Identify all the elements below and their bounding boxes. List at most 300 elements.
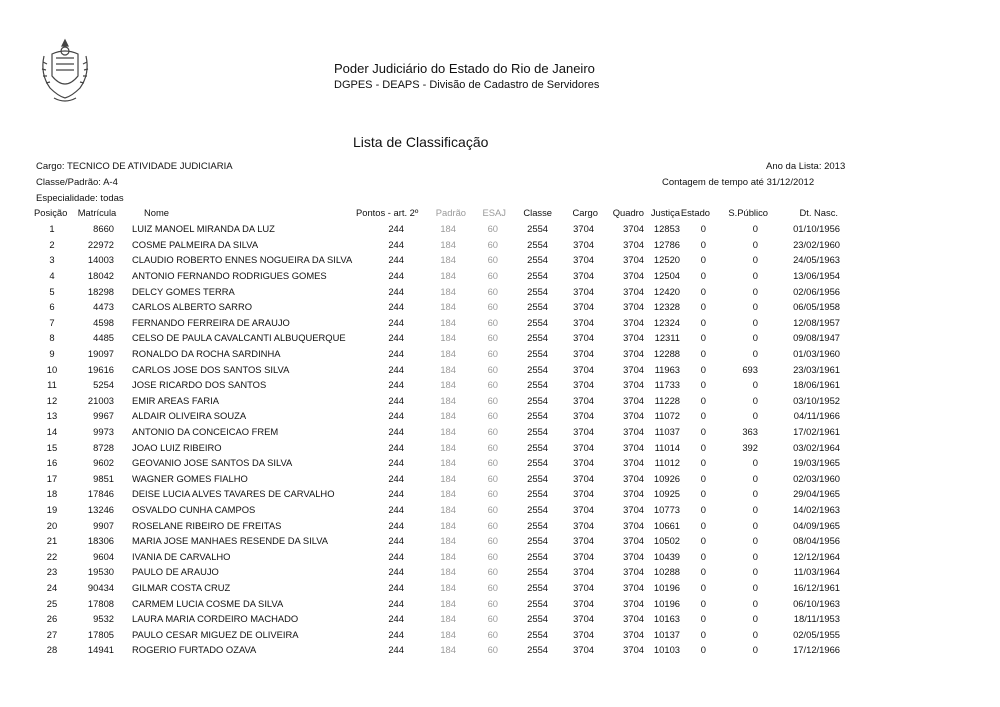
cell-nome: WAGNER GOMES FIALHO xyxy=(132,472,248,484)
cell-cargo: 3704 xyxy=(573,519,594,531)
cell-justica: 12504 xyxy=(653,270,680,282)
cell-matricula: 9967 xyxy=(93,410,114,422)
cell-padrao: 184 xyxy=(440,441,456,453)
cell-posicao: 27 xyxy=(46,628,58,640)
cell-cargo: 3704 xyxy=(573,363,594,375)
cell-pontos: 244 xyxy=(388,613,404,625)
cell-nome: LAURA MARIA CORDEIRO MACHADO xyxy=(132,613,299,625)
cell-cargo: 3704 xyxy=(573,254,594,266)
col-header-justica: Justiça xyxy=(650,207,680,218)
cell-justica: 11963 xyxy=(654,363,680,375)
cell-posicao: 28 xyxy=(46,644,58,656)
cell-esaj: 60 xyxy=(487,581,498,593)
col-header-spublico: S.Público xyxy=(728,207,768,218)
cell-spublico: 0 xyxy=(752,597,758,609)
meta-cargo: Cargo: TECNICO DE ATIVIDADE JUDICIARIA xyxy=(36,161,233,172)
cell-posicao: 8 xyxy=(49,332,55,344)
cell-classe: 2554 xyxy=(527,503,548,515)
cell-dt-nasc: 16/12/1961 xyxy=(793,581,840,593)
cell-esaj: 60 xyxy=(487,394,498,406)
cell-padrao: 184 xyxy=(440,285,456,297)
cell-quadro: 3704 xyxy=(623,332,644,344)
cell-classe: 2554 xyxy=(527,488,548,500)
cell-justica: 10661 xyxy=(653,519,680,531)
cell-spublico: 0 xyxy=(752,519,758,531)
cell-padrao: 184 xyxy=(440,566,456,578)
cell-esaj: 60 xyxy=(487,550,498,562)
cell-estado: 0 xyxy=(700,628,706,640)
col-header-classe: Classe xyxy=(523,207,552,218)
cell-cargo: 3704 xyxy=(573,597,594,609)
cell-matricula: 9602 xyxy=(93,457,114,469)
cell-dt-nasc: 01/03/1960 xyxy=(793,348,840,360)
table-row xyxy=(34,268,852,284)
cell-justica: 12786 xyxy=(653,238,680,250)
cell-posicao: 25 xyxy=(46,597,58,609)
cell-quadro: 3704 xyxy=(623,441,644,453)
cell-nome: OSVALDO CUNHA CAMPOS xyxy=(132,503,256,515)
cell-posicao: 15 xyxy=(46,441,58,453)
cell-cargo: 3704 xyxy=(573,535,594,547)
cell-posicao: 16 xyxy=(46,457,58,469)
cell-dt-nasc: 08/04/1956 xyxy=(793,535,840,547)
cell-estado: 0 xyxy=(700,348,706,360)
col-header-dt-nasc: Dt. Nasc. xyxy=(799,207,838,218)
cell-dt-nasc: 14/02/1963 xyxy=(793,503,840,515)
cell-classe: 2554 xyxy=(527,254,548,266)
table-row xyxy=(34,377,852,393)
cell-esaj: 60 xyxy=(487,254,498,266)
cell-cargo: 3704 xyxy=(573,488,594,500)
cell-posicao: 4 xyxy=(49,270,55,282)
cell-dt-nasc: 18/06/1961 xyxy=(793,379,840,391)
cell-matricula: 21003 xyxy=(87,394,114,406)
table-row xyxy=(34,611,852,627)
cell-pontos: 244 xyxy=(388,441,404,453)
cell-nome: CELSO DE PAULA CAVALCANTI ALBUQUERQUE xyxy=(132,332,346,344)
cell-quadro: 3704 xyxy=(623,285,644,297)
cell-cargo: 3704 xyxy=(573,348,594,360)
cell-estado: 0 xyxy=(700,566,706,578)
cell-spublico: 0 xyxy=(752,628,758,640)
cell-spublico: 0 xyxy=(752,503,758,515)
cell-classe: 2554 xyxy=(527,316,548,328)
cell-matricula: 18298 xyxy=(87,285,114,297)
cell-dt-nasc: 23/02/1960 xyxy=(793,238,840,250)
cell-quadro: 3704 xyxy=(623,581,644,593)
table-row xyxy=(34,595,852,611)
cell-classe: 2554 xyxy=(527,223,548,235)
table-row xyxy=(34,346,852,362)
cell-padrao: 184 xyxy=(440,254,456,266)
cell-spublico: 0 xyxy=(752,566,758,578)
cell-padrao: 184 xyxy=(440,238,456,250)
cell-pontos: 244 xyxy=(388,644,404,656)
cell-nome: GEOVANIO JOSE SANTOS DA SILVA xyxy=(132,457,293,469)
cell-esaj: 60 xyxy=(487,363,498,375)
cell-cargo: 3704 xyxy=(573,613,594,625)
cell-classe: 2554 xyxy=(527,628,548,640)
cell-posicao: 23 xyxy=(46,566,58,578)
table-row xyxy=(34,408,852,424)
cell-quadro: 3704 xyxy=(623,426,644,438)
cell-quadro: 3704 xyxy=(623,550,644,562)
cell-justica: 12420 xyxy=(653,285,680,297)
cell-cargo: 3704 xyxy=(573,550,594,562)
cell-posicao: 17 xyxy=(46,472,58,484)
cell-estado: 0 xyxy=(700,270,706,282)
cell-matricula: 4485 xyxy=(93,332,114,344)
cell-justica: 11733 xyxy=(654,379,680,391)
cell-classe: 2554 xyxy=(527,238,548,250)
cell-cargo: 3704 xyxy=(573,410,594,422)
cell-classe: 2554 xyxy=(527,457,548,469)
meta-contagem: Contagem de tempo até 31/12/2012 xyxy=(662,177,815,188)
table-row xyxy=(34,283,852,299)
cell-dt-nasc: 11/03/1964 xyxy=(793,566,840,578)
cell-matricula: 9532 xyxy=(93,613,114,625)
cell-esaj: 60 xyxy=(487,270,498,282)
cell-matricula: 90434 xyxy=(87,581,114,593)
cell-quadro: 3704 xyxy=(623,488,644,500)
cell-quadro: 3704 xyxy=(623,457,644,469)
table-row xyxy=(34,439,852,455)
cell-matricula: 9851 xyxy=(93,472,114,484)
cell-nome: CLAUDIO ROBERTO ENNES NOGUEIRA DA SILVA xyxy=(132,254,353,266)
cell-estado: 0 xyxy=(700,285,706,297)
cell-nome: RONALDO DA ROCHA SARDINHA xyxy=(132,348,281,360)
cell-dt-nasc: 03/02/1964 xyxy=(793,441,840,453)
cell-nome: CARMEM LUCIA COSME DA SILVA xyxy=(132,597,284,609)
cell-posicao: 10 xyxy=(46,363,58,375)
cell-cargo: 3704 xyxy=(573,285,594,297)
cell-padrao: 184 xyxy=(440,488,456,500)
cell-matricula: 8728 xyxy=(93,441,114,453)
cell-dt-nasc: 06/05/1958 xyxy=(793,301,840,313)
cell-cargo: 3704 xyxy=(573,394,594,406)
cell-esaj: 60 xyxy=(487,238,498,250)
cell-posicao: 7 xyxy=(49,316,55,328)
cell-posicao: 1 xyxy=(49,223,55,235)
table-row xyxy=(34,455,852,471)
cell-spublico: 0 xyxy=(752,410,758,422)
cell-dt-nasc: 19/03/1965 xyxy=(793,457,840,469)
table-row xyxy=(34,361,852,377)
cell-cargo: 3704 xyxy=(573,644,594,656)
cell-estado: 0 xyxy=(700,363,706,375)
cell-pontos: 244 xyxy=(388,394,404,406)
cell-justica: 10439 xyxy=(653,550,680,562)
cell-pontos: 244 xyxy=(388,285,404,297)
cell-classe: 2554 xyxy=(527,394,548,406)
cell-matricula: 18042 xyxy=(87,270,114,282)
cell-posicao: 22 xyxy=(46,550,58,562)
cell-padrao: 184 xyxy=(440,519,456,531)
cell-cargo: 3704 xyxy=(573,628,594,640)
cell-pontos: 244 xyxy=(388,238,404,250)
cell-quadro: 3704 xyxy=(623,254,644,266)
cell-estado: 0 xyxy=(700,550,706,562)
cell-matricula: 9973 xyxy=(93,426,114,438)
cell-estado: 0 xyxy=(700,238,706,250)
cell-spublico: 0 xyxy=(752,644,758,656)
cell-spublico: 0 xyxy=(752,332,758,344)
table-row xyxy=(34,252,852,268)
col-header-cargo: Cargo xyxy=(572,207,598,218)
cell-pontos: 244 xyxy=(388,535,404,547)
cell-classe: 2554 xyxy=(527,566,548,578)
cell-nome: CARLOS JOSE DOS SANTOS SILVA xyxy=(132,363,290,375)
cell-padrao: 184 xyxy=(440,332,456,344)
cell-nome: ANTONIO FERNANDO RODRIGUES GOMES xyxy=(132,270,327,282)
cell-esaj: 60 xyxy=(487,426,498,438)
cell-pontos: 244 xyxy=(388,270,404,282)
cell-quadro: 3704 xyxy=(623,519,644,531)
cell-cargo: 3704 xyxy=(573,426,594,438)
cell-padrao: 184 xyxy=(440,581,456,593)
table-row xyxy=(34,315,852,331)
cell-pontos: 244 xyxy=(388,254,404,266)
cell-matricula: 22972 xyxy=(87,238,114,250)
cell-spublico: 363 xyxy=(742,426,758,438)
cell-padrao: 184 xyxy=(440,550,456,562)
cell-pontos: 244 xyxy=(388,363,404,375)
cell-justica: 10773 xyxy=(653,503,680,515)
cell-matricula: 4598 xyxy=(93,316,114,328)
cell-spublico: 0 xyxy=(752,254,758,266)
cell-pontos: 244 xyxy=(388,426,404,438)
cell-quadro: 3704 xyxy=(623,535,644,547)
cell-padrao: 184 xyxy=(440,628,456,640)
cell-esaj: 60 xyxy=(487,644,498,656)
cell-dt-nasc: 03/10/1952 xyxy=(793,394,840,406)
cell-pontos: 244 xyxy=(388,628,404,640)
cell-dt-nasc: 23/03/1961 xyxy=(793,363,840,375)
cell-quadro: 3704 xyxy=(623,379,644,391)
cell-posicao: 6 xyxy=(49,301,55,313)
cell-posicao: 19 xyxy=(46,503,58,515)
cell-esaj: 60 xyxy=(487,316,498,328)
cell-esaj: 60 xyxy=(487,285,498,297)
cell-matricula: 14003 xyxy=(87,254,114,266)
cell-nome: JOAO LUIZ RIBEIRO xyxy=(132,441,222,453)
cell-classe: 2554 xyxy=(527,613,548,625)
cell-estado: 0 xyxy=(700,519,706,531)
cell-nome: FERNANDO FERREIRA DE ARAUJO xyxy=(132,316,290,328)
cell-estado: 0 xyxy=(700,488,706,500)
table-row xyxy=(34,502,852,518)
cell-esaj: 60 xyxy=(487,332,498,344)
cell-spublico: 392 xyxy=(742,441,758,453)
cell-quadro: 3704 xyxy=(623,644,644,656)
cell-dt-nasc: 02/03/1960 xyxy=(793,472,840,484)
cell-justica: 12328 xyxy=(653,301,680,313)
cell-esaj: 60 xyxy=(487,379,498,391)
cell-justica: 12520 xyxy=(653,254,680,266)
cell-padrao: 184 xyxy=(440,410,456,422)
cell-matricula: 18306 xyxy=(87,535,114,547)
cell-classe: 2554 xyxy=(527,550,548,562)
cell-spublico: 0 xyxy=(752,581,758,593)
cell-matricula: 17846 xyxy=(87,488,114,500)
cell-nome: IVANIA DE CARVALHO xyxy=(132,550,231,562)
cell-classe: 2554 xyxy=(527,597,548,609)
cell-posicao: 20 xyxy=(46,519,58,531)
cell-dt-nasc: 12/08/1957 xyxy=(793,316,840,328)
cell-justica: 10196 xyxy=(653,597,680,609)
cell-esaj: 60 xyxy=(487,597,498,609)
cell-classe: 2554 xyxy=(527,301,548,313)
cell-spublico: 0 xyxy=(752,613,758,625)
cell-estado: 0 xyxy=(700,410,706,422)
cell-estado: 0 xyxy=(700,254,706,266)
cell-cargo: 3704 xyxy=(573,316,594,328)
cell-posicao: 3 xyxy=(49,254,55,266)
cell-padrao: 184 xyxy=(440,613,456,625)
cell-estado: 0 xyxy=(700,441,706,453)
cell-matricula: 19097 xyxy=(87,348,114,360)
cell-cargo: 3704 xyxy=(573,332,594,344)
col-header-nome: Nome xyxy=(144,207,170,218)
cell-posicao: 13 xyxy=(46,410,58,422)
cell-spublico: 0 xyxy=(752,316,758,328)
cell-esaj: 60 xyxy=(487,628,498,640)
col-header-posicao: Posição xyxy=(34,207,68,218)
cell-estado: 0 xyxy=(700,316,706,328)
cell-padrao: 184 xyxy=(440,426,456,438)
cell-justica: 11037 xyxy=(654,426,680,438)
cell-matricula: 17805 xyxy=(87,628,114,640)
cell-classe: 2554 xyxy=(527,441,548,453)
header-court-name: Poder Judiciário do Estado do Rio de Janeiro xyxy=(334,61,595,76)
cell-classe: 2554 xyxy=(527,519,548,531)
cell-esaj: 60 xyxy=(487,503,498,515)
cell-pontos: 244 xyxy=(388,597,404,609)
cell-padrao: 184 xyxy=(440,644,456,656)
cell-esaj: 60 xyxy=(487,223,498,235)
cell-dt-nasc: 17/02/1961 xyxy=(793,426,840,438)
cell-quadro: 3704 xyxy=(623,238,644,250)
table-row xyxy=(34,580,852,596)
table-row xyxy=(34,533,852,549)
cell-pontos: 244 xyxy=(388,379,404,391)
cell-dt-nasc: 13/06/1954 xyxy=(793,270,840,282)
cell-estado: 0 xyxy=(700,644,706,656)
cell-padrao: 184 xyxy=(440,316,456,328)
cell-estado: 0 xyxy=(700,394,706,406)
cell-classe: 2554 xyxy=(527,581,548,593)
cell-dt-nasc: 09/08/1947 xyxy=(793,332,840,344)
cell-justica: 12311 xyxy=(654,332,680,344)
cell-justica: 12853 xyxy=(653,223,680,235)
cell-classe: 2554 xyxy=(527,535,548,547)
cell-quadro: 3704 xyxy=(623,613,644,625)
cell-matricula: 17808 xyxy=(87,597,114,609)
cell-matricula: 9604 xyxy=(93,550,114,562)
table-row xyxy=(34,486,852,502)
cell-cargo: 3704 xyxy=(573,457,594,469)
cell-cargo: 3704 xyxy=(573,270,594,282)
table-header-row xyxy=(34,204,852,221)
cell-spublico: 0 xyxy=(752,285,758,297)
cell-quadro: 3704 xyxy=(623,394,644,406)
cell-spublico: 0 xyxy=(752,223,758,235)
cell-matricula: 19530 xyxy=(87,566,114,578)
cell-justica: 11014 xyxy=(654,441,680,453)
cell-nome: DELCY GOMES TERRA xyxy=(132,285,235,297)
cell-pontos: 244 xyxy=(388,457,404,469)
cell-posicao: 18 xyxy=(46,488,58,500)
cell-spublico: 0 xyxy=(752,238,758,250)
meta-classe: Classe/Padrão: A-4 xyxy=(36,177,118,188)
cell-posicao: 5 xyxy=(49,285,55,297)
page-title: Lista de Classificação xyxy=(353,134,489,150)
cell-matricula: 4473 xyxy=(93,301,114,313)
cell-posicao: 11 xyxy=(47,379,57,391)
table-row xyxy=(34,564,852,580)
cell-pontos: 244 xyxy=(388,348,404,360)
cell-matricula: 13246 xyxy=(87,503,114,515)
cell-quadro: 3704 xyxy=(623,503,644,515)
cell-nome: ALDAIR OLIVEIRA SOUZA xyxy=(132,410,247,422)
cell-spublico: 0 xyxy=(752,457,758,469)
cell-cargo: 3704 xyxy=(573,581,594,593)
cell-nome: PAULO DE ARAUJO xyxy=(132,566,219,578)
cell-quadro: 3704 xyxy=(623,270,644,282)
cell-matricula: 9907 xyxy=(93,519,114,531)
court-seal-emblem xyxy=(36,36,94,106)
cell-estado: 0 xyxy=(700,613,706,625)
cell-esaj: 60 xyxy=(487,410,498,422)
cell-posicao: 24 xyxy=(46,581,58,593)
cell-matricula: 14941 xyxy=(87,644,114,656)
cell-dt-nasc: 29/04/1965 xyxy=(793,488,840,500)
cell-quadro: 3704 xyxy=(623,472,644,484)
cell-spublico: 0 xyxy=(752,535,758,547)
cell-posicao: 2 xyxy=(49,238,55,250)
cell-classe: 2554 xyxy=(527,472,548,484)
cell-cargo: 3704 xyxy=(573,301,594,313)
cell-estado: 0 xyxy=(700,457,706,469)
cell-nome: ROSELANE RIBEIRO DE FREITAS xyxy=(132,519,282,531)
cell-esaj: 60 xyxy=(487,566,498,578)
cell-spublico: 0 xyxy=(752,550,758,562)
table-row xyxy=(34,330,852,346)
cell-justica: 11228 xyxy=(654,394,680,406)
col-header-esaj: ESAJ xyxy=(482,207,506,218)
cell-padrao: 184 xyxy=(440,379,456,391)
cell-esaj: 60 xyxy=(487,519,498,531)
cell-classe: 2554 xyxy=(527,363,548,375)
cell-dt-nasc: 01/10/1956 xyxy=(793,223,840,235)
cell-estado: 0 xyxy=(700,535,706,547)
cell-classe: 2554 xyxy=(527,379,548,391)
table-row xyxy=(34,424,852,440)
cell-esaj: 60 xyxy=(487,457,498,469)
cell-matricula: 19616 xyxy=(87,363,114,375)
cell-pontos: 244 xyxy=(388,488,404,500)
cell-nome: ANTONIO DA CONCEICAO FREM xyxy=(132,426,279,438)
col-header-estado: Estado xyxy=(680,207,710,218)
cell-spublico: 0 xyxy=(752,270,758,282)
cell-nome: DEISE LUCIA ALVES TAVARES DE CARVALHO xyxy=(132,488,335,500)
cell-dt-nasc: 02/06/1956 xyxy=(793,285,840,297)
cell-padrao: 184 xyxy=(440,348,456,360)
cell-padrao: 184 xyxy=(440,472,456,484)
col-header-pontos: Pontos - art. 2º xyxy=(356,207,419,218)
cell-estado: 0 xyxy=(700,472,706,484)
cell-justica: 10926 xyxy=(653,472,680,484)
